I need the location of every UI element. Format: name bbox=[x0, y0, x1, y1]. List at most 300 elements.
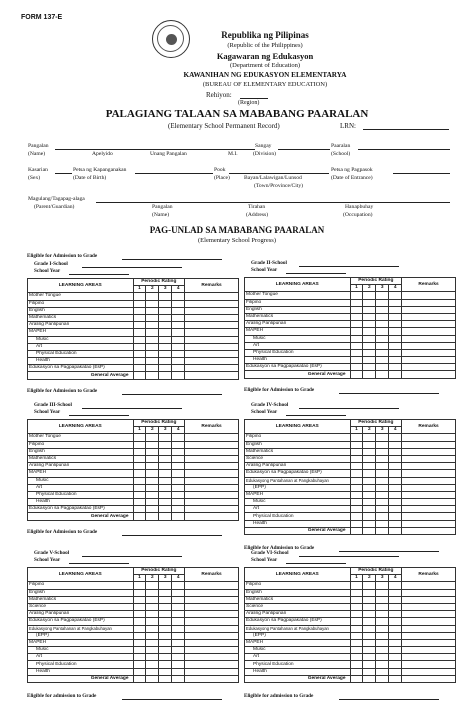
remarks-cell[interactable] bbox=[402, 582, 456, 589]
rating-cell[interactable] bbox=[172, 441, 185, 448]
rating-cell[interactable] bbox=[350, 328, 363, 335]
remarks-cell[interactable] bbox=[185, 596, 239, 603]
average-remarks-cell[interactable] bbox=[185, 675, 239, 682]
remarks-cell[interactable] bbox=[402, 611, 456, 618]
dob-line[interactable] bbox=[135, 173, 213, 174]
remarks-cell[interactable] bbox=[402, 491, 456, 498]
rating-cell[interactable] bbox=[376, 520, 389, 527]
rating-cell[interactable] bbox=[172, 654, 185, 661]
rating-cell[interactable] bbox=[159, 336, 172, 343]
average-cell[interactable] bbox=[389, 527, 402, 534]
rating-cell[interactable] bbox=[159, 358, 172, 365]
rating-cell[interactable] bbox=[133, 441, 146, 448]
rating-cell[interactable] bbox=[376, 321, 389, 328]
rating-cell[interactable] bbox=[363, 477, 376, 484]
rating-cell[interactable] bbox=[363, 618, 376, 625]
rating-cell[interactable] bbox=[376, 349, 389, 356]
remarks-cell[interactable] bbox=[402, 434, 456, 441]
rating-cell[interactable] bbox=[172, 484, 185, 491]
rating-cell[interactable] bbox=[363, 299, 376, 306]
rating-cell[interactable] bbox=[133, 463, 146, 470]
rating-cell[interactable] bbox=[350, 491, 363, 498]
remarks-cell[interactable] bbox=[185, 343, 239, 350]
remarks-cell[interactable] bbox=[402, 455, 456, 462]
parent-line[interactable] bbox=[96, 202, 450, 203]
remarks-cell[interactable] bbox=[185, 307, 239, 314]
rating-cell[interactable] bbox=[363, 441, 376, 448]
remarks-cell[interactable] bbox=[185, 300, 239, 307]
average-cell[interactable] bbox=[159, 513, 172, 520]
remarks-cell[interactable] bbox=[402, 441, 456, 448]
rating-cell[interactable] bbox=[363, 357, 376, 364]
division-line[interactable] bbox=[278, 149, 330, 150]
rating-cell[interactable] bbox=[146, 441, 159, 448]
remarks-cell[interactable] bbox=[402, 589, 456, 596]
rating-cell[interactable] bbox=[350, 349, 363, 356]
rating-cell[interactable] bbox=[146, 336, 159, 343]
remarks-cell[interactable] bbox=[402, 306, 456, 313]
rating-cell[interactable] bbox=[376, 589, 389, 596]
remarks-cell[interactable] bbox=[402, 499, 456, 506]
average-cell[interactable] bbox=[133, 372, 146, 379]
average-cell[interactable] bbox=[363, 675, 376, 682]
eligible-footer-line[interactable] bbox=[122, 699, 222, 700]
average-cell[interactable] bbox=[172, 372, 185, 379]
rating-cell[interactable] bbox=[159, 314, 172, 321]
rating-cell[interactable] bbox=[159, 365, 172, 372]
rating-cell[interactable] bbox=[350, 596, 363, 603]
rating-cell[interactable] bbox=[389, 603, 402, 610]
rating-cell[interactable] bbox=[146, 448, 159, 455]
rating-cell[interactable] bbox=[159, 441, 172, 448]
remarks-cell[interactable] bbox=[402, 506, 456, 513]
rating-cell[interactable] bbox=[389, 328, 402, 335]
rating-cell[interactable] bbox=[350, 470, 363, 477]
rating-cell[interactable] bbox=[350, 299, 363, 306]
remarks-cell[interactable] bbox=[402, 313, 456, 320]
rating-cell[interactable] bbox=[146, 603, 159, 610]
remarks-cell[interactable] bbox=[185, 441, 239, 448]
rating-cell[interactable] bbox=[389, 455, 402, 462]
remarks-cell[interactable] bbox=[402, 342, 456, 349]
remarks-cell[interactable] bbox=[185, 365, 239, 372]
remarks-cell[interactable] bbox=[185, 499, 239, 506]
rating-cell[interactable] bbox=[376, 647, 389, 654]
rating-cell[interactable] bbox=[133, 603, 146, 610]
rating-cell[interactable] bbox=[172, 661, 185, 668]
average-cell[interactable] bbox=[350, 675, 363, 682]
remarks-cell[interactable] bbox=[185, 484, 239, 491]
rating-cell[interactable] bbox=[350, 520, 363, 527]
grade-school-line[interactable] bbox=[82, 267, 182, 268]
rating-cell[interactable] bbox=[376, 596, 389, 603]
rating-cell[interactable] bbox=[376, 654, 389, 661]
rating-cell[interactable] bbox=[376, 357, 389, 364]
rating-cell[interactable] bbox=[363, 596, 376, 603]
school-year-line[interactable] bbox=[286, 273, 346, 274]
remarks-cell[interactable] bbox=[185, 448, 239, 455]
rating-cell[interactable] bbox=[389, 647, 402, 654]
rating-cell[interactable] bbox=[159, 455, 172, 462]
rating-cell[interactable] bbox=[376, 299, 389, 306]
average-cell[interactable] bbox=[146, 675, 159, 682]
rating-cell[interactable] bbox=[350, 618, 363, 625]
rating-cell[interactable] bbox=[389, 342, 402, 349]
rating-cell[interactable] bbox=[146, 307, 159, 314]
remarks-cell[interactable] bbox=[402, 448, 456, 455]
rating-cell[interactable] bbox=[389, 491, 402, 498]
average-cell[interactable] bbox=[376, 675, 389, 682]
rating-cell[interactable] bbox=[159, 322, 172, 329]
rating-cell[interactable] bbox=[363, 292, 376, 299]
rating-cell[interactable] bbox=[363, 434, 376, 441]
rating-cell[interactable] bbox=[133, 448, 146, 455]
rating-cell[interactable] bbox=[146, 647, 159, 654]
rating-cell[interactable] bbox=[133, 506, 146, 513]
rating-cell[interactable] bbox=[146, 589, 159, 596]
rating-cell[interactable] bbox=[133, 625, 146, 632]
rating-cell[interactable] bbox=[376, 632, 389, 639]
rating-cell[interactable] bbox=[159, 350, 172, 357]
remarks-cell[interactable] bbox=[402, 625, 456, 632]
rating-cell[interactable] bbox=[133, 329, 146, 336]
rating-cell[interactable] bbox=[172, 293, 185, 300]
rating-cell[interactable] bbox=[133, 596, 146, 603]
rating-cell[interactable] bbox=[350, 654, 363, 661]
remarks-cell[interactable] bbox=[402, 292, 456, 299]
rating-cell[interactable] bbox=[350, 292, 363, 299]
rating-cell[interactable] bbox=[133, 470, 146, 477]
rating-cell[interactable] bbox=[389, 639, 402, 646]
rating-cell[interactable] bbox=[172, 470, 185, 477]
grade-school-line[interactable] bbox=[82, 408, 182, 409]
region-line[interactable] bbox=[240, 98, 268, 99]
rating-cell[interactable] bbox=[363, 349, 376, 356]
rating-cell[interactable] bbox=[389, 611, 402, 618]
rating-cell[interactable] bbox=[376, 506, 389, 513]
rating-cell[interactable] bbox=[159, 611, 172, 618]
remarks-cell[interactable] bbox=[185, 506, 239, 513]
remarks-cell[interactable] bbox=[185, 434, 239, 441]
rating-cell[interactable] bbox=[133, 307, 146, 314]
rating-cell[interactable] bbox=[363, 661, 376, 668]
remarks-cell[interactable] bbox=[185, 314, 239, 321]
rating-cell[interactable] bbox=[376, 328, 389, 335]
rating-cell[interactable] bbox=[172, 314, 185, 321]
rating-cell[interactable] bbox=[133, 300, 146, 307]
rating-cell[interactable] bbox=[172, 358, 185, 365]
remarks-cell[interactable] bbox=[402, 484, 456, 491]
rating-cell[interactable] bbox=[389, 463, 402, 470]
rating-cell[interactable] bbox=[172, 668, 185, 675]
rating-cell[interactable] bbox=[146, 611, 159, 618]
rating-cell[interactable] bbox=[146, 322, 159, 329]
rating-cell[interactable] bbox=[350, 434, 363, 441]
average-cell[interactable] bbox=[146, 372, 159, 379]
remarks-cell[interactable] bbox=[185, 603, 239, 610]
rating-cell[interactable] bbox=[363, 632, 376, 639]
rating-cell[interactable] bbox=[389, 335, 402, 342]
rating-cell[interactable] bbox=[172, 589, 185, 596]
lrn-line[interactable] bbox=[363, 129, 449, 130]
rating-cell[interactable] bbox=[146, 491, 159, 498]
rating-cell[interactable] bbox=[363, 364, 376, 371]
rating-cell[interactable] bbox=[389, 313, 402, 320]
rating-cell[interactable] bbox=[159, 647, 172, 654]
average-cell[interactable] bbox=[363, 371, 376, 378]
rating-cell[interactable] bbox=[363, 589, 376, 596]
average-remarks-cell[interactable] bbox=[185, 513, 239, 520]
rating-cell[interactable] bbox=[363, 513, 376, 520]
rating-cell[interactable] bbox=[376, 484, 389, 491]
rating-cell[interactable] bbox=[350, 499, 363, 506]
average-remarks-cell[interactable] bbox=[402, 371, 456, 378]
rating-cell[interactable] bbox=[363, 313, 376, 320]
rating-cell[interactable] bbox=[133, 618, 146, 625]
average-cell[interactable] bbox=[172, 513, 185, 520]
rating-cell[interactable] bbox=[133, 455, 146, 462]
rating-cell[interactable] bbox=[172, 506, 185, 513]
remarks-cell[interactable] bbox=[402, 470, 456, 477]
rating-cell[interactable] bbox=[376, 292, 389, 299]
rating-cell[interactable] bbox=[389, 470, 402, 477]
remarks-cell[interactable] bbox=[185, 582, 239, 589]
rating-cell[interactable] bbox=[172, 625, 185, 632]
school-year-line[interactable] bbox=[286, 415, 346, 416]
rating-cell[interactable] bbox=[133, 434, 146, 441]
remarks-cell[interactable] bbox=[402, 349, 456, 356]
rating-cell[interactable] bbox=[146, 668, 159, 675]
rating-cell[interactable] bbox=[159, 329, 172, 336]
rating-cell[interactable] bbox=[146, 365, 159, 372]
remarks-cell[interactable] bbox=[402, 618, 456, 625]
rating-cell[interactable] bbox=[363, 335, 376, 342]
rating-cell[interactable] bbox=[133, 654, 146, 661]
remarks-cell[interactable] bbox=[185, 625, 239, 632]
rating-cell[interactable] bbox=[376, 313, 389, 320]
remarks-cell[interactable] bbox=[185, 654, 239, 661]
rating-cell[interactable] bbox=[363, 463, 376, 470]
rating-cell[interactable] bbox=[133, 499, 146, 506]
remarks-cell[interactable] bbox=[185, 322, 239, 329]
rating-cell[interactable] bbox=[389, 661, 402, 668]
rating-cell[interactable] bbox=[389, 441, 402, 448]
rating-cell[interactable] bbox=[350, 582, 363, 589]
rating-cell[interactable] bbox=[350, 441, 363, 448]
rating-cell[interactable] bbox=[363, 639, 376, 646]
rating-cell[interactable] bbox=[172, 582, 185, 589]
doe-line[interactable] bbox=[393, 173, 450, 174]
rating-cell[interactable] bbox=[146, 470, 159, 477]
rating-cell[interactable] bbox=[159, 506, 172, 513]
rating-cell[interactable] bbox=[350, 625, 363, 632]
rating-cell[interactable] bbox=[146, 358, 159, 365]
rating-cell[interactable] bbox=[350, 668, 363, 675]
rating-cell[interactable] bbox=[376, 582, 389, 589]
grade-school-line[interactable] bbox=[82, 556, 182, 557]
average-cell[interactable] bbox=[133, 513, 146, 520]
rating-cell[interactable] bbox=[363, 625, 376, 632]
rating-cell[interactable] bbox=[133, 358, 146, 365]
rating-cell[interactable] bbox=[146, 455, 159, 462]
rating-cell[interactable] bbox=[133, 611, 146, 618]
average-remarks-cell[interactable] bbox=[185, 372, 239, 379]
rating-cell[interactable] bbox=[363, 582, 376, 589]
remarks-cell[interactable] bbox=[402, 477, 456, 484]
rating-cell[interactable] bbox=[146, 639, 159, 646]
rating-cell[interactable] bbox=[172, 448, 185, 455]
average-cell[interactable] bbox=[389, 675, 402, 682]
rating-cell[interactable] bbox=[146, 499, 159, 506]
rating-cell[interactable] bbox=[133, 668, 146, 675]
rating-cell[interactable] bbox=[133, 589, 146, 596]
average-remarks-cell[interactable] bbox=[402, 675, 456, 682]
average-cell[interactable] bbox=[350, 371, 363, 378]
rating-cell[interactable] bbox=[159, 668, 172, 675]
remarks-cell[interactable] bbox=[185, 470, 239, 477]
rating-cell[interactable] bbox=[172, 463, 185, 470]
rating-cell[interactable] bbox=[146, 661, 159, 668]
rating-cell[interactable] bbox=[159, 463, 172, 470]
rating-cell[interactable] bbox=[159, 596, 172, 603]
remarks-cell[interactable] bbox=[185, 661, 239, 668]
rating-cell[interactable] bbox=[133, 477, 146, 484]
rating-cell[interactable] bbox=[172, 336, 185, 343]
rating-cell[interactable] bbox=[133, 647, 146, 654]
remarks-cell[interactable] bbox=[402, 661, 456, 668]
rating-cell[interactable] bbox=[350, 448, 363, 455]
average-cell[interactable] bbox=[350, 527, 363, 534]
rating-cell[interactable] bbox=[146, 582, 159, 589]
rating-cell[interactable] bbox=[350, 661, 363, 668]
rating-cell[interactable] bbox=[389, 632, 402, 639]
rating-cell[interactable] bbox=[159, 300, 172, 307]
rating-cell[interactable] bbox=[146, 625, 159, 632]
rating-cell[interactable] bbox=[146, 506, 159, 513]
rating-cell[interactable] bbox=[133, 639, 146, 646]
rating-cell[interactable] bbox=[363, 668, 376, 675]
rating-cell[interactable] bbox=[350, 506, 363, 513]
rating-cell[interactable] bbox=[376, 499, 389, 506]
eligible-footer-line[interactable] bbox=[339, 699, 439, 700]
rating-cell[interactable] bbox=[389, 625, 402, 632]
average-cell[interactable] bbox=[133, 675, 146, 682]
rating-cell[interactable] bbox=[389, 448, 402, 455]
rating-cell[interactable] bbox=[172, 491, 185, 498]
rating-cell[interactable] bbox=[350, 455, 363, 462]
rating-cell[interactable] bbox=[376, 441, 389, 448]
rating-cell[interactable] bbox=[376, 611, 389, 618]
name-line[interactable] bbox=[55, 149, 255, 150]
place-line[interactable] bbox=[229, 173, 329, 174]
remarks-cell[interactable] bbox=[185, 668, 239, 675]
remarks-cell[interactable] bbox=[402, 357, 456, 364]
rating-cell[interactable] bbox=[146, 596, 159, 603]
rating-cell[interactable] bbox=[159, 661, 172, 668]
rating-cell[interactable] bbox=[363, 611, 376, 618]
remarks-cell[interactable] bbox=[402, 299, 456, 306]
eligible-header-line[interactable] bbox=[122, 259, 222, 260]
rating-cell[interactable] bbox=[350, 484, 363, 491]
rating-cell[interactable] bbox=[363, 328, 376, 335]
rating-cell[interactable] bbox=[363, 455, 376, 462]
rating-cell[interactable] bbox=[133, 343, 146, 350]
rating-cell[interactable] bbox=[389, 582, 402, 589]
grade-school-line[interactable] bbox=[299, 266, 399, 267]
average-cell[interactable] bbox=[172, 675, 185, 682]
school-year-line[interactable] bbox=[69, 563, 129, 564]
average-cell[interactable] bbox=[363, 527, 376, 534]
remarks-cell[interactable] bbox=[185, 358, 239, 365]
rating-cell[interactable] bbox=[389, 654, 402, 661]
remarks-cell[interactable] bbox=[185, 463, 239, 470]
remarks-cell[interactable] bbox=[402, 647, 456, 654]
rating-cell[interactable] bbox=[350, 589, 363, 596]
rating-cell[interactable] bbox=[172, 647, 185, 654]
rating-cell[interactable] bbox=[159, 293, 172, 300]
rating-cell[interactable] bbox=[389, 434, 402, 441]
rating-cell[interactable] bbox=[350, 513, 363, 520]
rating-cell[interactable] bbox=[159, 470, 172, 477]
rating-cell[interactable] bbox=[389, 589, 402, 596]
school-year-line[interactable] bbox=[286, 563, 346, 564]
rating-cell[interactable] bbox=[133, 350, 146, 357]
rating-cell[interactable] bbox=[133, 314, 146, 321]
rating-cell[interactable] bbox=[159, 654, 172, 661]
grade-school-line[interactable] bbox=[299, 556, 399, 557]
rating-cell[interactable] bbox=[133, 661, 146, 668]
rating-cell[interactable] bbox=[376, 668, 389, 675]
rating-cell[interactable] bbox=[172, 455, 185, 462]
rating-cell[interactable] bbox=[159, 589, 172, 596]
rating-cell[interactable] bbox=[172, 632, 185, 639]
rating-cell[interactable] bbox=[376, 434, 389, 441]
remarks-cell[interactable] bbox=[402, 520, 456, 527]
rating-cell[interactable] bbox=[159, 499, 172, 506]
rating-cell[interactable] bbox=[159, 448, 172, 455]
average-cell[interactable] bbox=[159, 372, 172, 379]
rating-cell[interactable] bbox=[172, 611, 185, 618]
rating-cell[interactable] bbox=[363, 647, 376, 654]
rating-cell[interactable] bbox=[363, 484, 376, 491]
rating-cell[interactable] bbox=[350, 335, 363, 342]
rating-cell[interactable] bbox=[146, 477, 159, 484]
rating-cell[interactable] bbox=[363, 491, 376, 498]
rating-cell[interactable] bbox=[389, 357, 402, 364]
rating-cell[interactable] bbox=[159, 639, 172, 646]
rating-cell[interactable] bbox=[350, 647, 363, 654]
remarks-cell[interactable] bbox=[185, 293, 239, 300]
school-year-line[interactable] bbox=[69, 415, 129, 416]
rating-cell[interactable] bbox=[376, 625, 389, 632]
rating-cell[interactable] bbox=[146, 329, 159, 336]
rating-cell[interactable] bbox=[172, 350, 185, 357]
rating-cell[interactable] bbox=[389, 349, 402, 356]
rating-cell[interactable] bbox=[350, 313, 363, 320]
school-line[interactable] bbox=[358, 149, 450, 150]
remarks-cell[interactable] bbox=[402, 668, 456, 675]
rating-cell[interactable] bbox=[389, 292, 402, 299]
rating-cell[interactable] bbox=[159, 603, 172, 610]
average-remarks-cell[interactable] bbox=[402, 527, 456, 534]
remarks-cell[interactable] bbox=[402, 364, 456, 371]
rating-cell[interactable] bbox=[389, 306, 402, 313]
rating-cell[interactable] bbox=[350, 342, 363, 349]
remarks-cell[interactable] bbox=[402, 513, 456, 520]
average-cell[interactable] bbox=[389, 371, 402, 378]
rating-cell[interactable] bbox=[363, 306, 376, 313]
rating-cell[interactable] bbox=[172, 596, 185, 603]
